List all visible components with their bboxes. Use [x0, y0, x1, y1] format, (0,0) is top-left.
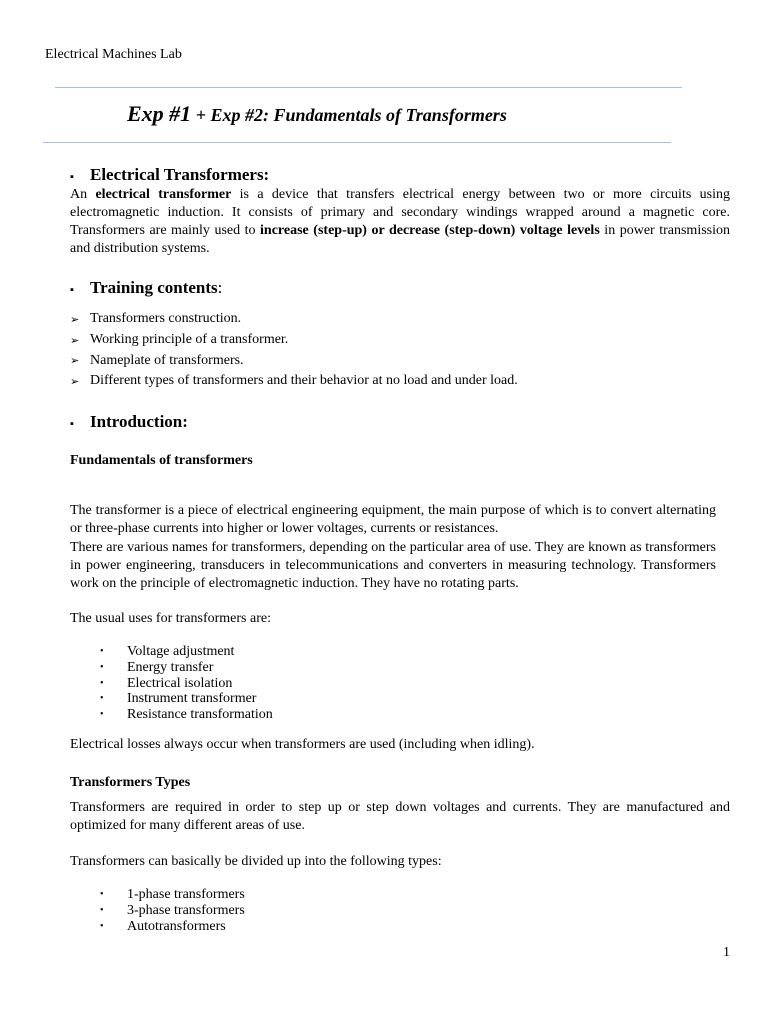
list-item	[70, 309, 518, 330]
list-item	[100, 676, 273, 692]
types-paragraph: Transformers are required in order to step up or step down voltages and currents. They are manufactured and optimized for many different areas of use.	[70, 800, 730, 833]
list-item-text: Autotransformers	[127, 918, 226, 934]
square-bullet-icon: ▪	[70, 418, 74, 430]
list-item-text: Nameplate of transformers.	[90, 352, 244, 368]
list-item-text: Resistance transformation	[127, 707, 273, 723]
title-subject: + Exp #2: Fundamentals of Transformers	[191, 105, 507, 125]
list-item	[100, 887, 245, 903]
list-item	[100, 903, 245, 919]
bullet-icon: •	[100, 920, 104, 932]
section-title: Introduction:	[90, 412, 188, 431]
title-top-rule	[55, 87, 682, 88]
document-title	[127, 101, 507, 127]
section-title: Electrical Transformers:	[90, 165, 270, 184]
list-item	[100, 644, 273, 660]
list-item	[70, 330, 518, 351]
bullet-icon: •	[100, 677, 104, 689]
bullet-icon: •	[100, 661, 104, 673]
text-run: An	[70, 187, 96, 202]
training-contents-list	[70, 309, 518, 392]
bold-term: increase (step-up) or decrease (step-down) voltage levels	[260, 223, 600, 238]
list-item-text: 1-phase transformers	[127, 887, 245, 902]
list-item-text: Instrument transformer	[127, 691, 257, 707]
list-item	[100, 660, 273, 676]
list-item-text: Voltage adjustment	[127, 644, 235, 659]
page-number: 1	[723, 945, 730, 960]
list-item-text: Different types of transformers and their behavior at no load and under load.	[90, 373, 518, 389]
bullet-icon: •	[100, 646, 104, 657]
electrical-transformer-paragraph	[70, 186, 730, 258]
text-run: in power transmission and distribution systems.	[70, 223, 730, 256]
bullet-icon: •	[100, 904, 104, 916]
arrow-bullet-icon: ➢	[70, 375, 80, 388]
list-item	[100, 707, 273, 723]
fundamentals-heading: Fundamentals of transformers	[70, 453, 253, 468]
uses-list	[100, 644, 273, 723]
uses-intro: The usual uses for transformers are:	[70, 611, 271, 626]
bullet-icon: •	[100, 693, 104, 705]
arrow-bullet-icon: ➢	[70, 313, 80, 326]
square-bullet-icon: ▪	[70, 284, 74, 296]
list-item-text: Transformers construction.	[90, 311, 242, 327]
bold-term: electrical transformer	[95, 187, 232, 202]
list-item	[100, 691, 273, 707]
list-item-text: Energy transfer	[127, 659, 214, 675]
types-list	[100, 887, 245, 934]
title-bottom-rule	[43, 142, 671, 143]
bullet-icon: •	[100, 889, 104, 900]
losses-note: Electrical losses always occur when transformers are used (including when idling).	[70, 737, 535, 752]
section-title: Training contents	[90, 278, 218, 297]
types-heading: Transformers Types	[70, 775, 191, 790]
page-header: Electrical Machines Lab	[45, 47, 182, 62]
text-run: is a device that transfers electrical energy between two or more circuits using electromagnetic induction. It consists of primary and secondary windings wrapped around a magnetic core. Transformers are mainly used to	[70, 187, 730, 238]
bullet-icon: •	[100, 709, 104, 721]
list-item-text: Electrical isolation	[127, 675, 233, 691]
section-introduction	[70, 412, 188, 432]
arrow-bullet-icon: ➢	[70, 334, 80, 347]
intro-paragraph-1: The transformer is a piece of electrical engineering equipment, the main purpose of which is to convert alternating or three-phase currents into higher or lower voltages, currents or resistances.	[70, 503, 716, 536]
intro-paragraph-2: There are various names for transformers, depending on the particular area of use. They are known as transformers in power engineering, transducers in telecommunications and converters in measuring technology. Transformers work on the principle of electromagnetic induction. They have no rotating parts.	[70, 540, 716, 591]
section-training-contents	[70, 278, 222, 298]
section-electrical-transformers	[70, 165, 269, 185]
list-item-text: 3-phase transformers	[127, 902, 245, 918]
square-bullet-icon: ▪	[70, 171, 74, 183]
arrow-bullet-icon: ➢	[70, 355, 80, 368]
list-item	[100, 919, 245, 935]
list-item-text: Working principle of a transformer.	[90, 332, 289, 348]
types-intro: Transformers can basically be divided up into the following types:	[70, 854, 442, 869]
list-item	[70, 350, 518, 371]
title-exp-number: Exp #1	[127, 101, 192, 126]
section-title-colon: :	[217, 278, 223, 297]
list-item	[70, 371, 518, 392]
